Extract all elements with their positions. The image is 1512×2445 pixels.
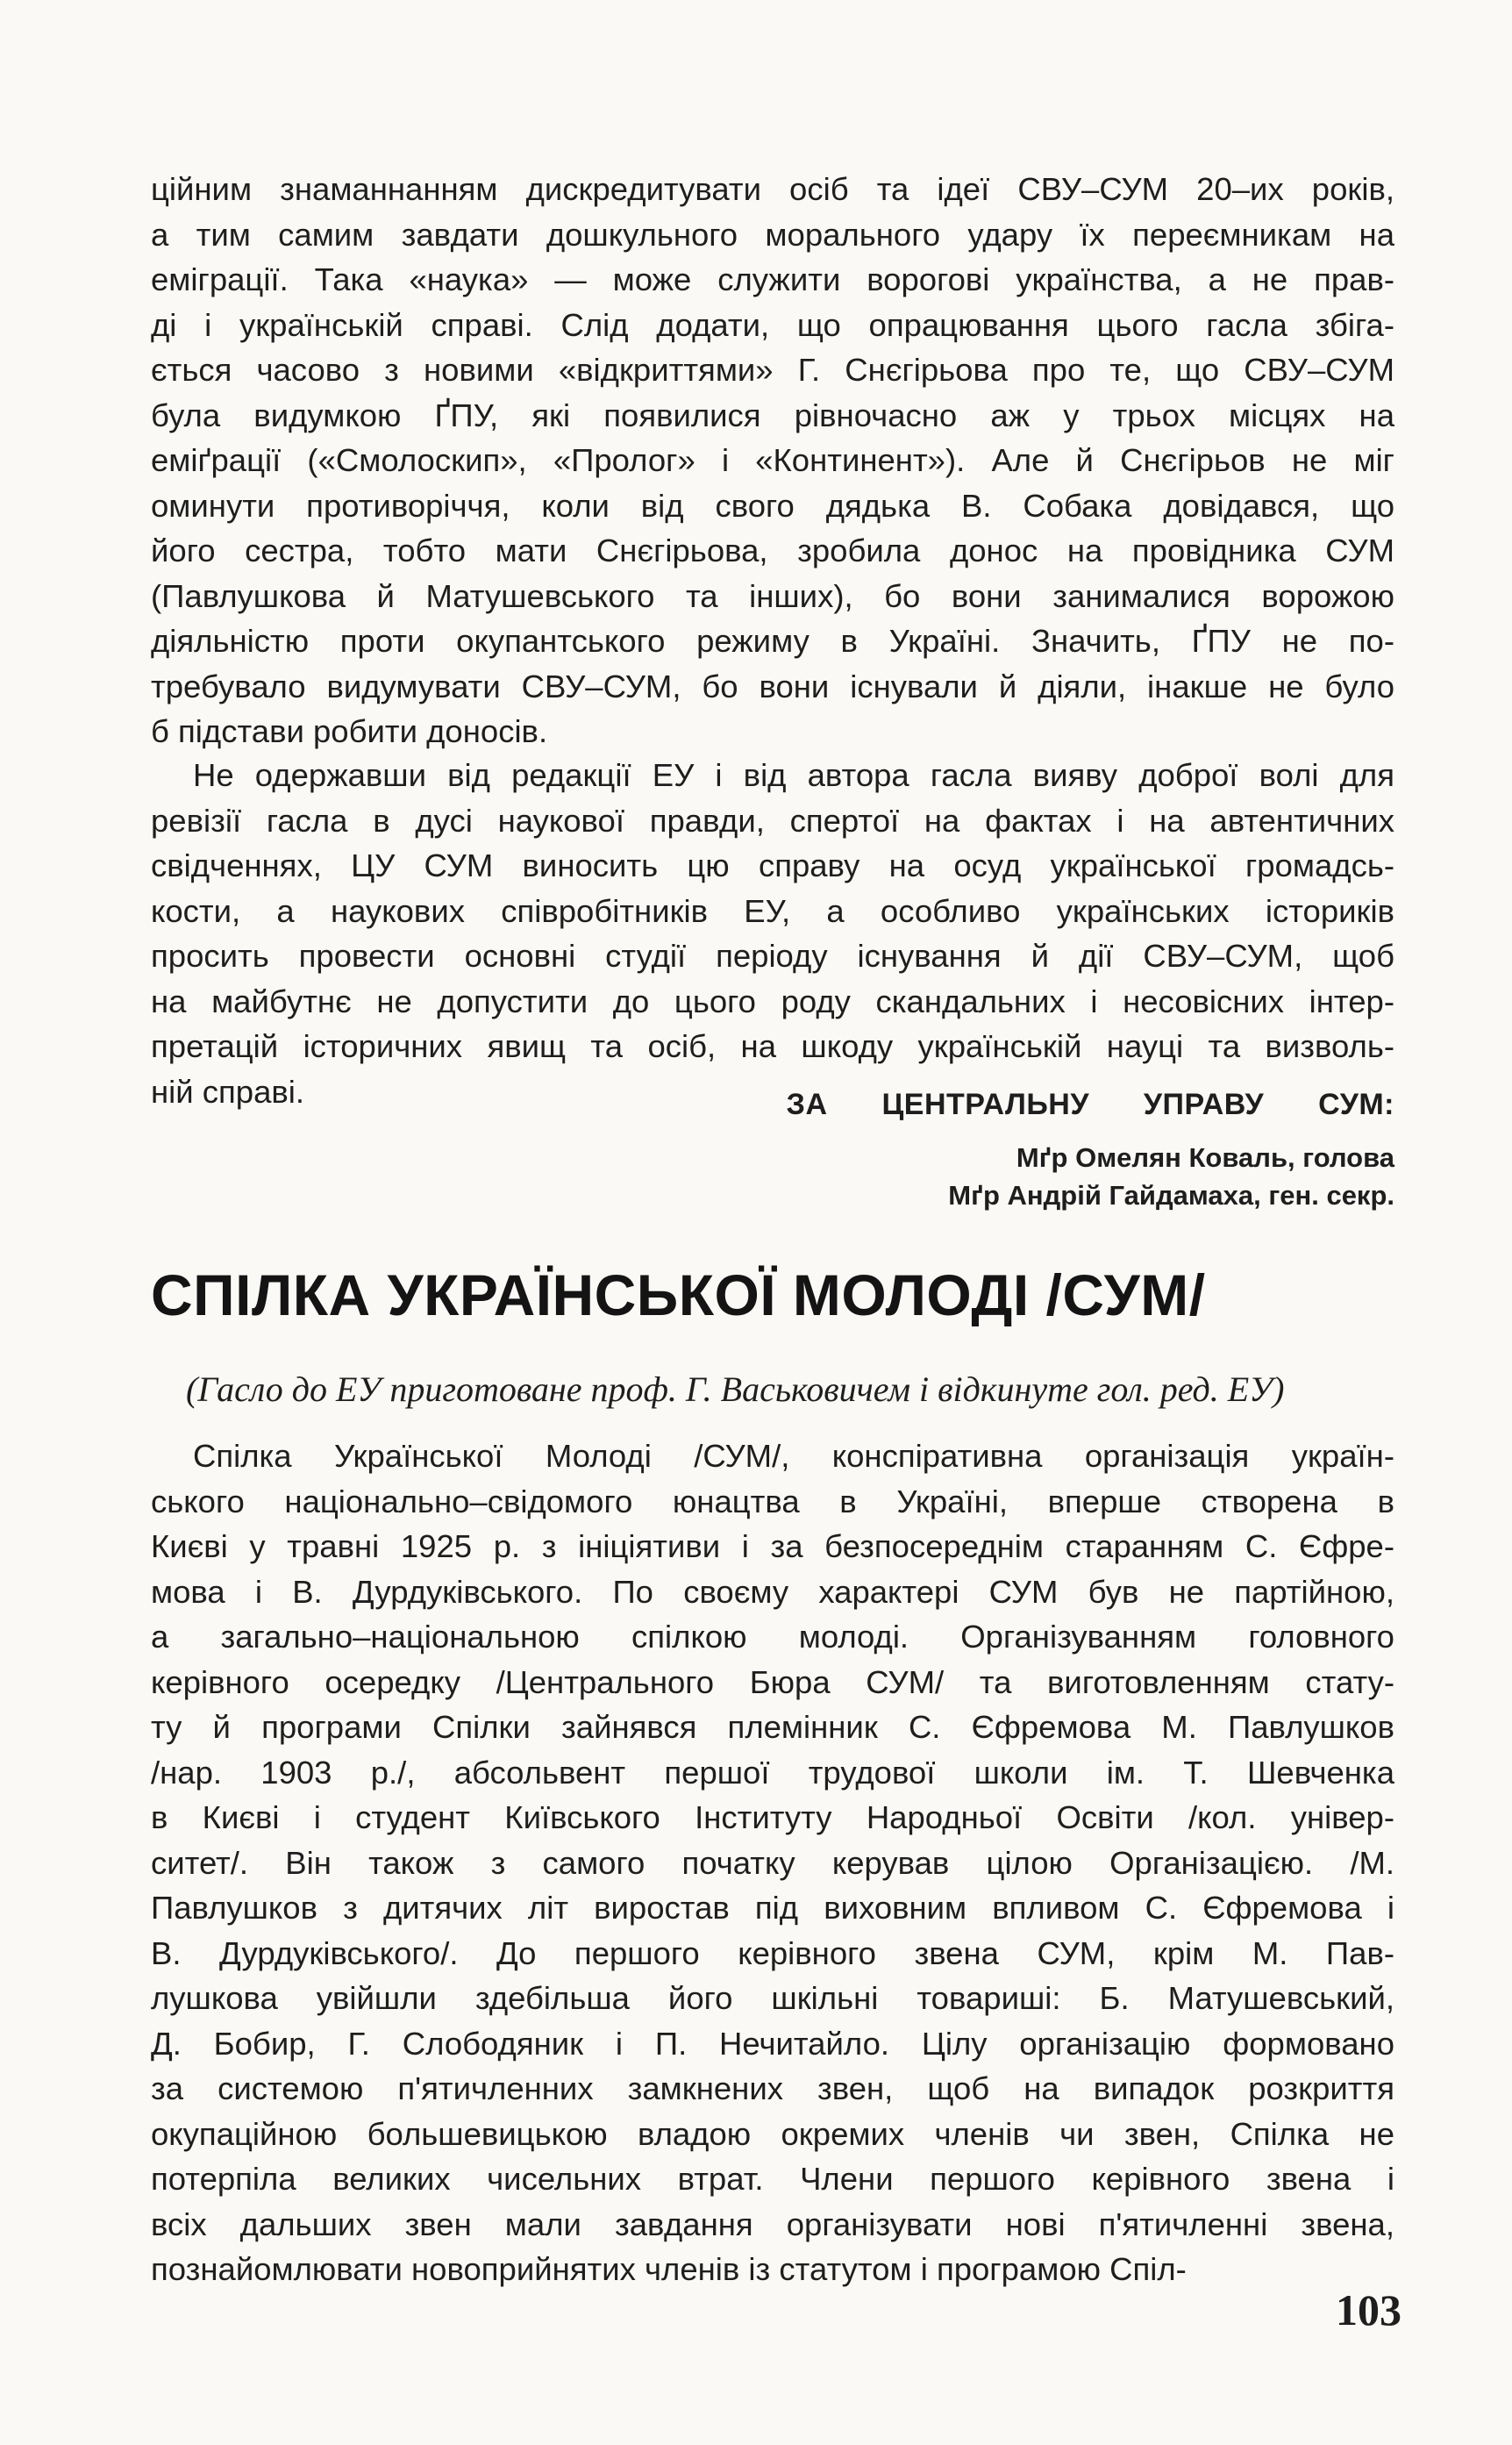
text-line: а тим самим завдати дошкульного морального удару їх переємникам на	[151, 216, 1394, 253]
text-line: оминути противоріччя, коли від свого дядька В. Собака довідався, що	[151, 487, 1394, 524]
text-line: ній справі.	[151, 1073, 305, 1110]
text-line: Павлушков з дитячих літ виростав під виховним впливом С. Єфремова і	[151, 1890, 1394, 1926]
signature-organization: ЗА ЦЕНТРАЛЬНУ УПРАВУ СУМ:	[786, 1088, 1394, 1121]
section-title: СПІЛКА УКРАЇНСЬКОЇ МОЛОДІ /СУМ/	[151, 1262, 1206, 1327]
text-line: ревізії гасла в дусі наукової правди, спертої на фактах і на автентичних	[151, 802, 1394, 839]
text-line: ді і українській справі. Слід додати, що опрацювання цього гасла збіга-	[151, 306, 1394, 343]
text-line: всіх дальших звен мали завдання організувати нові п'ятичленні звена,	[151, 2206, 1394, 2242]
signature-chairman: Мґр Омелян Коваль, голова	[1016, 1142, 1394, 1173]
text-line: просить провести основні студії періоду існування й дії СВУ–СУМ, щоб	[151, 938, 1394, 974]
text-line: ційним знаманнанням дискредитувати осіб та ідеї СВУ–СУМ 20–их років,	[151, 171, 1394, 207]
text-line: його сестра, тобто мати Снєгірьова, зробила донос на провідника СУМ	[151, 533, 1394, 568]
paragraph-cu-sum-statement	[151, 753, 1394, 1114]
text-line: ського національно–свідомого юнацтва в Україні, вперше створена в	[151, 1483, 1394, 1519]
text-line: познайомлювати новоприйнятих членів із статутом і програмою Спіл-	[151, 2251, 1187, 2287]
text-line: за системою п'ятичленних замкнених звен, щоб на випадок розкриття	[151, 2070, 1394, 2106]
text-line: окупаційною большевицькою владою окремих членів чи звен, Спілка не	[151, 2115, 1394, 2152]
text-line: Спілка Української Молоді /СУМ/, конспіративна організація україн-	[193, 1438, 1394, 1474]
section-subtitle: (Гасло до ЕУ приготоване проф. Г. Васьковичем і відкинуте гол. ред. ЕУ)	[186, 1369, 1285, 1409]
text-line: а загально–національною спілкою молоді. Організуванням головного	[151, 1619, 1394, 1655]
text-line: на майбутнє не допустити до цього роду скандальних і несовісних інтер-	[151, 983, 1394, 1019]
text-line: лушкова увійшли здебільша його шкільні товариші: Б. Матушевський,	[151, 1980, 1394, 2016]
text-line: еміґрації («Смолоскип», «Пролог» і «Континент»). Але й Снєгірьов не міг	[151, 442, 1394, 478]
text-line: мова і В. Дурдуківського. По своєму характері СУМ був не партійною,	[151, 1573, 1394, 1610]
text-line: б підстави робити доносів.	[151, 713, 548, 749]
text-line: ту й програми Спілки зайнявся племінник С. Єфремова М. Павлушков	[151, 1709, 1394, 1745]
paragraph-critique-continued	[151, 167, 1394, 754]
text-line: /нар. 1903 р./, абсольвент першої трудової школи ім. Т. Шевченка	[151, 1754, 1394, 1791]
text-line: Д. Бобир, Г. Слободяник і П. Нечитайло. Цілу організацію формовано	[151, 2025, 1394, 2062]
text-line: еміграції. Така «наука» — може служити ворогові українства, а не прав-	[151, 261, 1394, 297]
text-line: ється часово з новими «відкриттями» Г. Снєгірьова про те, що СВУ–СУМ	[151, 352, 1394, 388]
text-line: Києві у травні 1925 р. з ініціятиви і за безпосереднім старанням С. Єфре-	[151, 1528, 1394, 1564]
text-line: в Києві і студент Київського Інституту Народньої Освіти /кол. універ-	[151, 1799, 1394, 1835]
page-number: 103	[1336, 2285, 1401, 2334]
text-line: Не одержавши від редакції ЕУ і від автора гасла вияву доброї волі для	[193, 757, 1394, 793]
text-line: свідченнях, ЦУ СУМ виносить цю справу на осуд української громадсь-	[151, 847, 1394, 883]
text-line: (Павлушкова й Матушевського та інших), бо вони занималися ворожою	[151, 577, 1394, 614]
text-line: була видумкою ҐПУ, які появилися рівночасно аж у трьох місцях на	[151, 397, 1394, 433]
text-line: требувало видумувати СВУ–СУМ, бо вони існували й діяли, інакше не було	[151, 668, 1394, 704]
paragraph-sum-history	[151, 1433, 1394, 2292]
text-line: кости, а наукових співробітників ЕУ, а особливо українських істориків	[151, 892, 1394, 929]
signature-secretary: Мґр Андрій Гайдамаха, ген. секр.	[948, 1180, 1394, 1211]
text-line: В. Дурдуківського/. До першого керівного звена СУМ, крім М. Пав-	[151, 1934, 1394, 1971]
text-line: потерпіла великих чисельних втрат. Члени першого керівного звена і	[151, 2161, 1394, 2197]
text-line: ситет/. Він також з самого початку керував цілою Організацією. /М.	[151, 1844, 1394, 1881]
text-line: керівного осередку /Центрального Бюра СУМ/ та виготовленням стату-	[151, 1663, 1394, 1700]
text-line: діяльністю проти окупантського режиму в Україні. Значить, ҐПУ не по-	[151, 623, 1394, 659]
text-line: претацій історичних явищ та осіб, на шкоду українській науці та визволь-	[151, 1028, 1394, 1064]
